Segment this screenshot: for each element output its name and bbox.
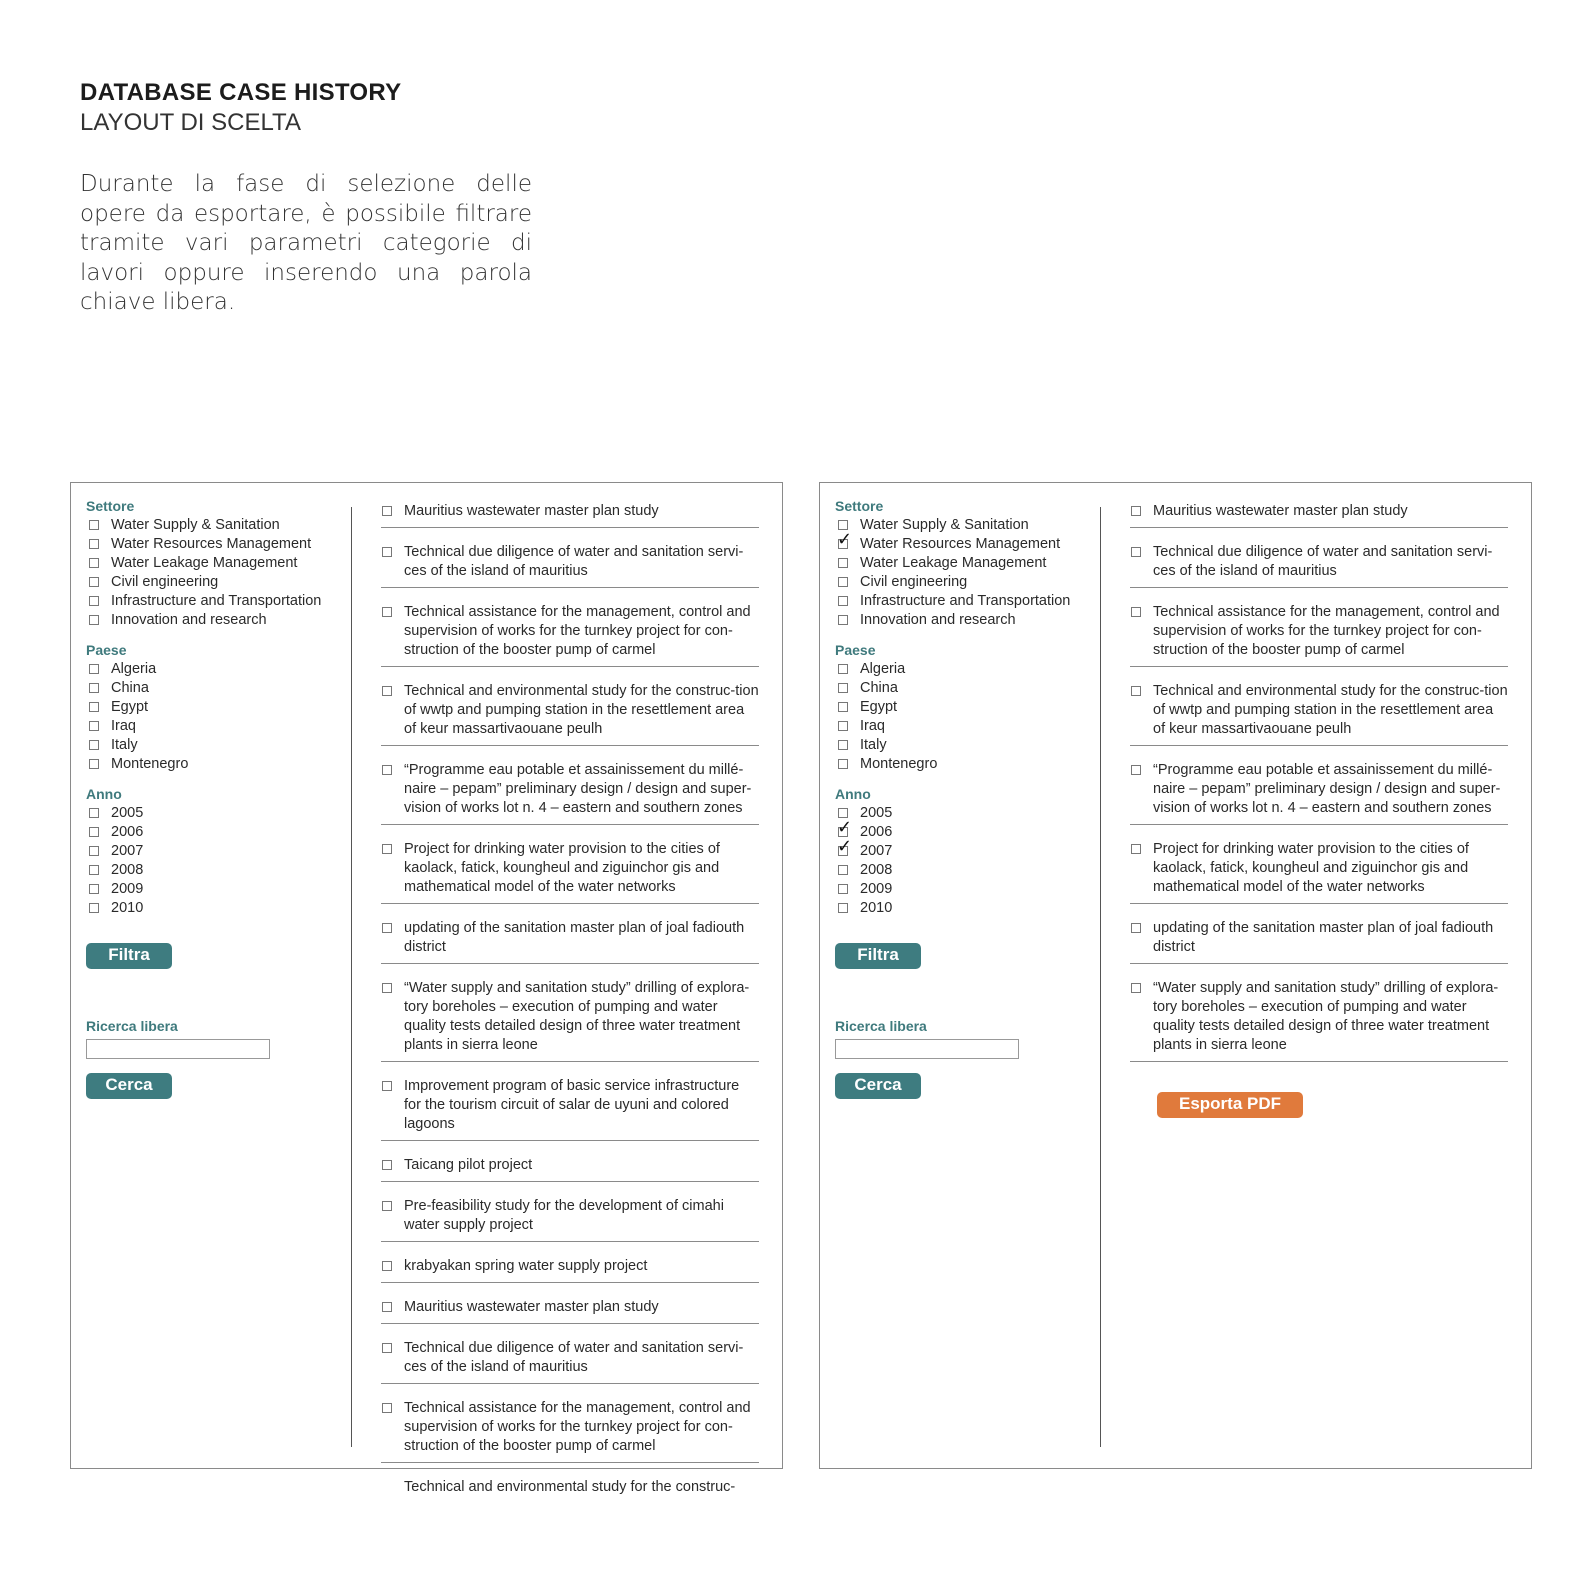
result-item[interactable] (381, 538, 759, 588)
result-title: Mauritius wastewater master plan study (404, 1299, 659, 1315)
result-title: Technical assistance for the management, control and supervision of works for the turnkey project for con-struction of the booster pump of carmel (1153, 604, 1500, 658)
result-title: Mauritius wastewater master plan study (404, 503, 659, 519)
settore-option-label: Water Leakage Management (860, 554, 1047, 571)
results-list (1130, 497, 1508, 1062)
checkbox[interactable] (838, 808, 848, 818)
paese-option[interactable] (86, 697, 336, 716)
paese-option-label: Iraq (860, 717, 885, 734)
paese-option-label: Montenegro (111, 755, 189, 772)
checkbox[interactable] (89, 884, 99, 894)
result-item[interactable] (381, 1072, 759, 1141)
paese-option-label: China (111, 679, 149, 696)
checkbox[interactable] (838, 683, 848, 693)
settore-option[interactable] (86, 553, 336, 572)
anno-option[interactable] (86, 822, 336, 841)
checkbox[interactable] (838, 664, 848, 674)
page-title: DATABASE CASE HISTORY (80, 79, 402, 106)
checkmark-icon: ✓ (837, 528, 853, 550)
search-input[interactable] (86, 1039, 270, 1059)
checkbox[interactable] (1131, 686, 1141, 696)
checkbox[interactable] (89, 759, 99, 769)
paese-option[interactable] (835, 735, 1085, 754)
result-item[interactable] (381, 497, 759, 528)
checkbox[interactable] (382, 1081, 392, 1091)
checkbox[interactable] (838, 759, 848, 769)
checkbox[interactable] (1131, 844, 1141, 854)
paese-option-label: Algeria (111, 660, 157, 677)
result-item[interactable] (1130, 756, 1508, 825)
result-item[interactable] (381, 1394, 759, 1463)
paese-option[interactable] (86, 659, 336, 678)
settore-option-label: Civil engineering (111, 573, 219, 590)
checkbox[interactable] (382, 844, 392, 854)
filtra-button[interactable]: Filtra (835, 943, 921, 969)
checkbox[interactable] (382, 765, 392, 775)
cerca-button[interactable]: Cerca (86, 1073, 172, 1099)
filters-sidebar (835, 497, 1085, 1099)
anno-option[interactable] (835, 879, 1085, 898)
paese-option-label: China (860, 679, 898, 696)
settore-option[interactable] (86, 534, 336, 553)
checkbox[interactable] (1131, 506, 1141, 516)
checkbox[interactable] (89, 865, 99, 875)
checkbox[interactable] (838, 615, 848, 625)
result-title: Project for drinking water provision to the cities of kaolack, fatick, koungheul and ziguinchor gis and mathematical model of the water networks (1153, 841, 1469, 895)
filtra-button[interactable]: Filtra (86, 943, 172, 969)
anno-option[interactable] (835, 835, 1085, 860)
anno-option-label: 2005 (860, 804, 893, 821)
result-title: “Programme eau potable et assainissement du millé-naire – pepam” preliminary design / design and super-vision of works lot n. 4 – eastern and southern zones (404, 762, 752, 816)
anno-option-label: 2006 (111, 823, 144, 840)
checkbox[interactable] (382, 923, 392, 933)
settore-option-label: Infrastructure and Transportation (111, 592, 322, 609)
result-item[interactable] (1130, 497, 1508, 528)
settore-option-label: Water Resources Management (111, 535, 312, 552)
anno-option[interactable] (86, 860, 336, 879)
result-title: Project for drinking water provision to the cities of kaolack, fatick, koungheul and ziguinchor gis and mathematical model of the water networks (404, 841, 720, 895)
checkbox[interactable] (382, 1302, 392, 1312)
settore-option[interactable] (86, 572, 336, 591)
checkbox[interactable] (89, 596, 99, 606)
anno-option-label: 2008 (111, 861, 144, 878)
paese-option-label: Italy (111, 736, 138, 753)
ricerca-libera-title: Ricerca libera (86, 1018, 178, 1034)
result-item[interactable] (381, 914, 759, 964)
anno-option-label: 2007 (111, 842, 144, 859)
result-item[interactable] (381, 1151, 759, 1182)
anno-option[interactable] (835, 816, 1085, 841)
result-title: Pre-feasibility study for the development of cimahi water supply project (404, 1198, 724, 1233)
result-item[interactable] (381, 677, 759, 746)
checkbox[interactable] (89, 683, 99, 693)
paese-option[interactable] (835, 659, 1085, 678)
checkbox[interactable] (1131, 765, 1141, 775)
result-item[interactable] (1130, 598, 1508, 667)
checkbox[interactable] (1131, 923, 1141, 933)
result-title: updating of the sanitation master plan of joal fadiouth district (404, 920, 745, 955)
checkbox[interactable] (838, 865, 848, 875)
settore-option[interactable] (86, 610, 336, 629)
page-subtitle: LAYOUT DI SCELTA (80, 109, 301, 136)
checkbox[interactable] (382, 1201, 392, 1211)
panel-unfiltered (70, 482, 783, 1495)
result-title: “Water supply and sanitation study” drilling of explora-tory boreholes – execution of pumping and water quality tests detailed design of three water treatment plants in sierra leone (1153, 980, 1499, 1053)
paese-option[interactable] (835, 697, 1085, 716)
anno-option-label: 2008 (860, 861, 893, 878)
paese-title: Paese (835, 642, 876, 658)
checkbox[interactable] (837, 816, 853, 838)
checkbox[interactable] (1131, 547, 1141, 557)
anno-option-label: 2010 (111, 899, 144, 916)
settore-option-label: Water Leakage Management (111, 554, 298, 571)
export-wrap (1157, 1092, 1303, 1118)
checkbox[interactable] (838, 903, 848, 913)
anno-option[interactable] (835, 898, 1085, 917)
results-list (381, 497, 759, 1503)
checkbox[interactable] (89, 846, 99, 856)
result-item[interactable] (1130, 835, 1508, 904)
checkmark-icon: ✓ (837, 835, 853, 857)
anno-option-label: 2009 (111, 880, 144, 897)
checkbox[interactable] (382, 607, 392, 617)
result-title: Technical and environmental study for the construc-tion of wwtp and pumping station in the resettlement area of keur massartivaouane peulh (404, 683, 759, 737)
result-title: Mauritius wastewater master plan study (1153, 503, 1408, 519)
anno-option[interactable] (86, 898, 336, 917)
settore-title: Settore (835, 498, 884, 514)
checkbox[interactable] (89, 615, 99, 625)
column-divider (1100, 507, 1101, 1447)
anno-option[interactable] (86, 803, 336, 822)
checkbox[interactable] (89, 740, 99, 750)
anno-option-label: 2006 (860, 823, 893, 840)
result-title: Taicang pilot project (404, 1157, 533, 1173)
paese-option-label: Iraq (111, 717, 136, 734)
result-item[interactable] (381, 1334, 759, 1384)
result-title: Technical due diligence of water and sanitation servi-ces of the island of mauritius (1153, 544, 1493, 579)
settore-option[interactable] (835, 553, 1085, 572)
settore-option-label: Civil engineering (860, 573, 968, 590)
esporta-pdf-button[interactable]: Esporta PDF (1157, 1092, 1303, 1118)
result-title: “Programme eau potable et assainissement du millé-naire – pepam” preliminary design / design and super-vision of works lot n. 4 – eastern and southern zones (1153, 762, 1501, 816)
checkbox[interactable] (89, 903, 99, 913)
result-item[interactable] (381, 974, 759, 1062)
result-item[interactable] (381, 835, 759, 904)
checkbox[interactable] (89, 721, 99, 731)
result-item[interactable] (1130, 677, 1508, 746)
search-input[interactable] (835, 1039, 1019, 1059)
checkbox[interactable] (838, 740, 848, 750)
settore-option[interactable] (835, 528, 1085, 553)
result-title: Technical assistance for the management, control and supervision of works for the turnkey project for con-struction of the booster pump of carmel (404, 1400, 751, 1454)
checkbox[interactable] (838, 884, 848, 894)
settore-option-label: Infrastructure and Transportation (860, 592, 1071, 609)
checkbox[interactable] (837, 835, 853, 857)
paese-option-label: Egypt (860, 698, 898, 715)
checkbox[interactable] (838, 596, 848, 606)
paese-option[interactable] (835, 754, 1085, 773)
checkbox[interactable] (89, 577, 99, 587)
anno-option[interactable] (86, 841, 336, 860)
settore-option-label: Water Supply & Sanitation (860, 516, 1029, 533)
checkbox[interactable] (838, 577, 848, 587)
paese-option[interactable] (86, 754, 336, 773)
result-item[interactable] (381, 1293, 759, 1324)
column-divider (351, 507, 352, 1447)
checkbox[interactable] (838, 702, 848, 712)
heading (80, 78, 401, 138)
checkbox[interactable] (382, 1343, 392, 1353)
result-title: Improvement program of basic service infrastructure for the tourism circuit of salar de uyuni and colored lagoons (404, 1078, 740, 1132)
paese-option[interactable] (86, 735, 336, 754)
result-title: updating of the sanitation master plan of joal fadiouth district (1153, 920, 1494, 955)
result-item[interactable] (381, 756, 759, 825)
checkbox[interactable] (89, 827, 99, 837)
anno-option-label: 2005 (111, 804, 144, 821)
checkbox[interactable] (838, 520, 848, 530)
settore-option[interactable] (835, 572, 1085, 591)
checkbox (382, 1482, 392, 1492)
settore-option[interactable] (86, 515, 336, 534)
settore-option[interactable] (835, 591, 1085, 610)
paese-option-label: Italy (860, 736, 887, 753)
checkbox[interactable] (382, 1403, 392, 1413)
anno-option-label: 2007 (860, 842, 893, 859)
settore-option-label: Water Resources Management (860, 535, 1061, 552)
ricerca-libera-title: Ricerca libera (835, 1018, 927, 1034)
settore-option[interactable] (835, 610, 1085, 629)
checkbox[interactable] (1131, 983, 1141, 993)
result-item[interactable] (381, 1252, 759, 1283)
checkbox[interactable] (89, 539, 99, 549)
result-title: Technical due diligence of water and sanitation servi-ces of the island of mauritius (404, 1340, 744, 1375)
settore-option-label: Innovation and research (111, 611, 267, 628)
result-item[interactable] (1130, 974, 1508, 1062)
checkbox[interactable] (838, 558, 848, 568)
paese-option[interactable] (86, 716, 336, 735)
cerca-button[interactable]: Cerca (835, 1073, 921, 1099)
paese-option-label: Montenegro (860, 755, 938, 772)
result-title: Technical due diligence of water and sanitation servi-ces of the island of mauritius (404, 544, 744, 579)
intro-paragraph: Durante la fase di selezione delle opere da esportare, è possibile filtrare tramite vari parametri categorie di lavori oppure inserendo una parola chiave libera. (80, 171, 532, 315)
panel-filtered (819, 482, 1532, 1469)
settore-option[interactable] (86, 591, 336, 610)
settore-title: Settore (86, 498, 135, 514)
checkbox[interactable] (382, 983, 392, 993)
result-item[interactable] (381, 1192, 759, 1242)
checkbox[interactable] (89, 702, 99, 712)
checkbox[interactable] (382, 686, 392, 696)
checkbox[interactable] (89, 520, 99, 530)
anno-title: Anno (86, 786, 122, 802)
filters-sidebar (86, 497, 336, 1099)
anno-title: Anno (835, 786, 871, 802)
checkbox[interactable] (382, 1160, 392, 1170)
paese-option-label: Algeria (860, 660, 906, 677)
result-item[interactable] (1130, 914, 1508, 964)
paese-option-label: Egypt (111, 698, 149, 715)
checkbox[interactable] (1131, 607, 1141, 617)
settore-option[interactable] (835, 515, 1085, 534)
anno-option[interactable] (835, 860, 1085, 879)
settore-option-label: Innovation and research (860, 611, 1016, 628)
result-item[interactable] (1130, 538, 1508, 588)
anno-option[interactable] (835, 803, 1085, 822)
result-title: Technical and environmental study for the construc-tion of wwtp and pumping station in the resettlement area of keur massartivaouane peulh (1153, 683, 1508, 737)
result-title: Technical and environmental study for the construc- (404, 1479, 736, 1495)
paese-option[interactable] (835, 716, 1085, 735)
result-title: krabyakan spring water supply project (404, 1258, 648, 1274)
checkbox[interactable] (89, 664, 99, 674)
result-item[interactable] (381, 598, 759, 667)
checkbox[interactable] (382, 506, 392, 516)
paese-option[interactable] (86, 678, 336, 697)
checkbox[interactable] (89, 808, 99, 818)
checkmark-icon: ✓ (837, 816, 853, 838)
checkbox[interactable] (838, 721, 848, 731)
anno-option[interactable] (86, 879, 336, 898)
paese-title: Paese (86, 642, 127, 658)
anno-option-label: 2010 (860, 899, 893, 916)
checkbox[interactable] (837, 528, 853, 550)
checkbox[interactable] (382, 1261, 392, 1271)
settore-option-label: Water Supply & Sanitation (111, 516, 280, 533)
checkbox[interactable] (89, 558, 99, 568)
paese-option[interactable] (835, 678, 1085, 697)
result-title: Technical assistance for the management, control and supervision of works for the turnkey project for con-struction of the booster pump of carmel (404, 604, 751, 658)
result-title: “Water supply and sanitation study” drilling of explora-tory boreholes – execution of pumping and water quality tests detailed design of three water treatment plants in sierra leone (404, 980, 750, 1053)
anno-option-label: 2009 (860, 880, 893, 897)
checkbox[interactable] (382, 547, 392, 557)
result-item[interactable] (381, 1473, 759, 1503)
